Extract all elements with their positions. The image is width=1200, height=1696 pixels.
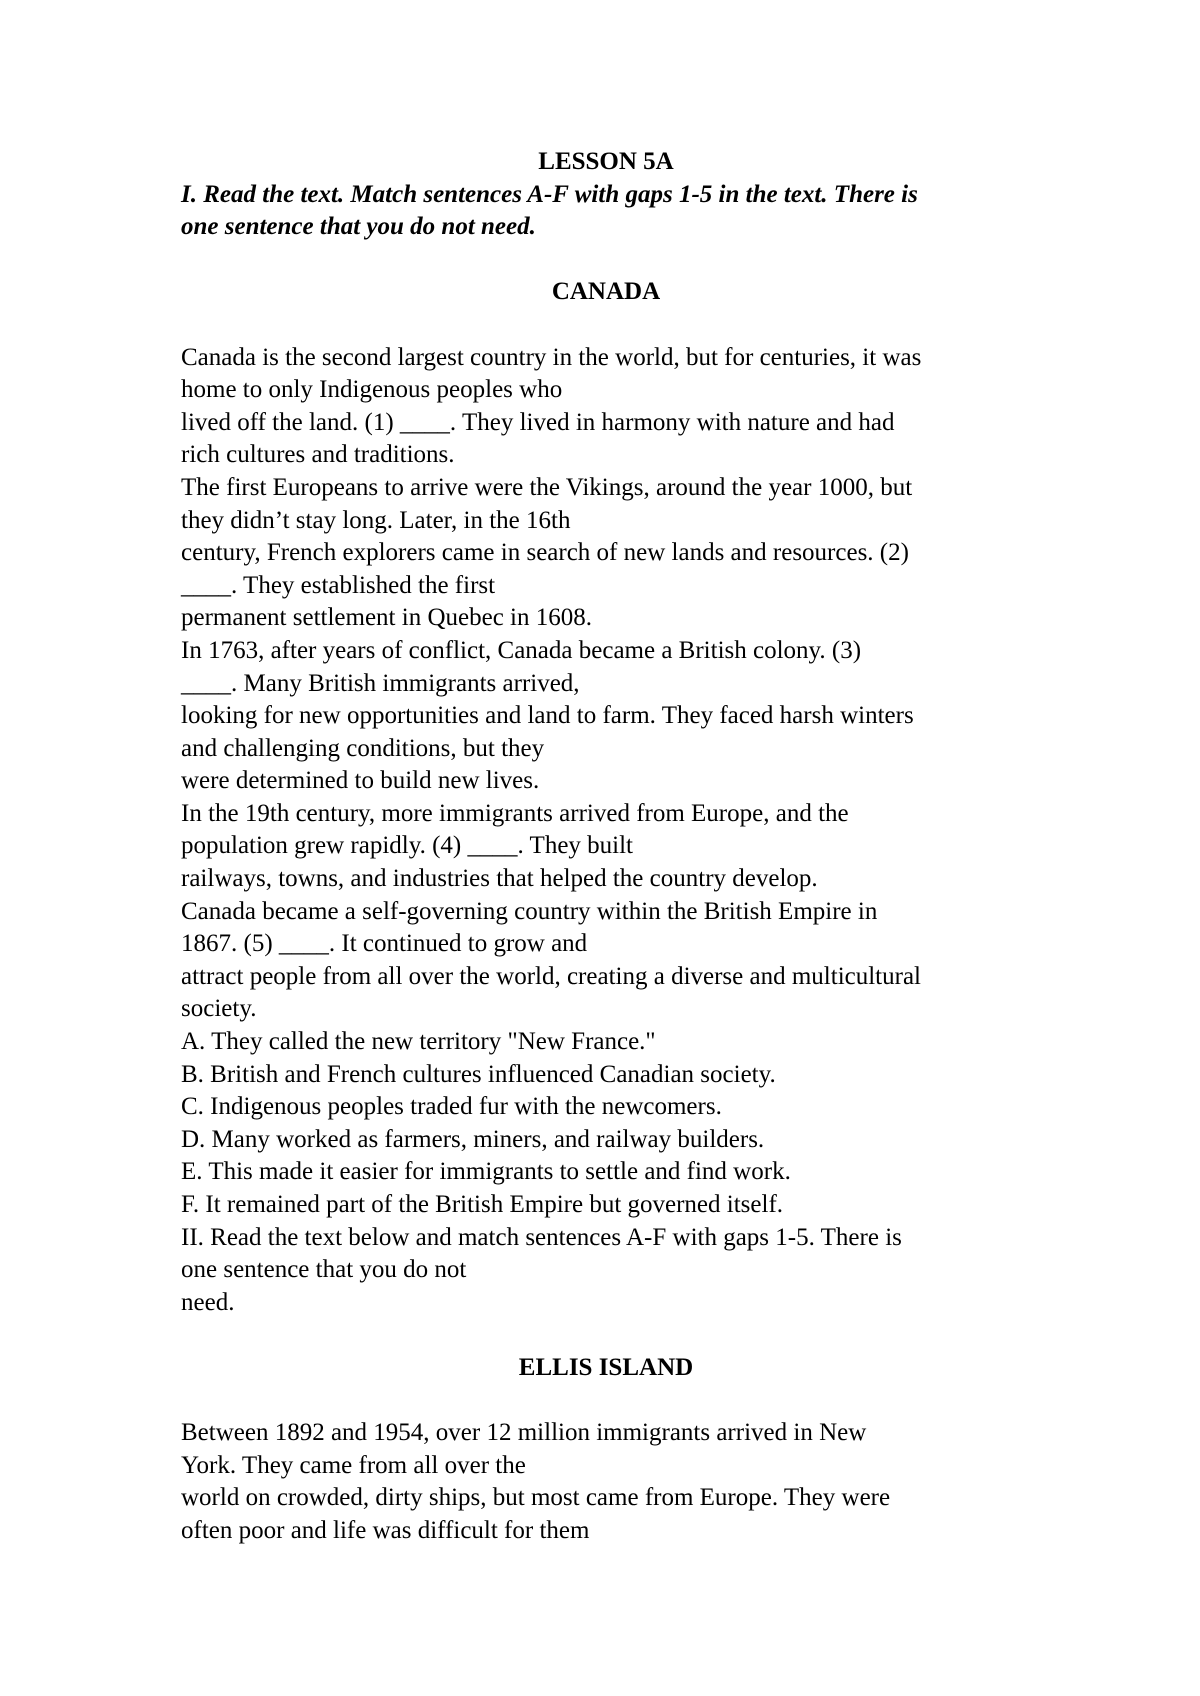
- text-line: Between 1892 and 1954, over 12 million immigrants arrived in New: [181, 1419, 867, 1447]
- instruction-2-line: II. Read the text below and match sentences A-F with gaps 1-5. There is: [181, 1223, 902, 1251]
- ellis-island-heading: ELLIS ISLAND: [518, 1353, 694, 1381]
- spacer: [181, 1319, 1031, 1352]
- text-line: railways, towns, and industries that helped the country develop.: [181, 865, 818, 893]
- text-line: century, French explorers came in search of new lands and resources. (2): [181, 539, 909, 567]
- spacer: [181, 1385, 1031, 1418]
- canada-text: [181, 342, 1031, 1026]
- instruction-1-line: one sentence that you do not need.: [181, 213, 536, 241]
- text-line: looking for new opportunities and land to farm. They faced harsh winters: [181, 702, 914, 730]
- text-line: population grew rapidly. (4) ____. They built: [181, 832, 634, 860]
- instruction-2-line: need.: [181, 1288, 235, 1316]
- text-line: permanent settlement in Quebec in 1608.: [181, 604, 592, 632]
- text-line: ____. They established the first: [181, 571, 496, 599]
- text-line: ____. Many British immigrants arrived,: [181, 669, 580, 697]
- text-line: society.: [181, 995, 257, 1023]
- text-line: they didn’t stay long. Later, in the 16th: [181, 506, 571, 534]
- spacer: [181, 244, 1031, 277]
- text-line: rich cultures and traditions.: [181, 441, 455, 469]
- document-body: [181, 146, 1031, 1548]
- instruction-1-line: I. Read the text. Match sentences A-F with gaps 1-5 in the text. There is: [181, 180, 918, 208]
- option-e: E. This made it easier for immigrants to settle and find work.: [181, 1158, 791, 1186]
- text-line: often poor and life was difficult for them: [181, 1516, 590, 1544]
- text-line: and challenging conditions, but they: [181, 734, 545, 762]
- text-line: 1867. (5) ____. It continued to grow and: [181, 930, 588, 958]
- text-line: attract people from all over the world, creating a diverse and multicultural: [181, 962, 921, 990]
- option-b: B. British and French cultures influenced Canadian society.: [181, 1060, 776, 1088]
- instruction-2: [181, 1222, 1031, 1320]
- text-line: Canada is the second largest country in the world, but for centuries, it was: [181, 343, 922, 371]
- text-line: lived off the land. (1) ____. They lived in harmony with nature and had: [181, 408, 895, 436]
- canada-options: [181, 1026, 1031, 1222]
- lesson-title: LESSON 5A: [538, 148, 674, 175]
- text-line: were determined to build new lives.: [181, 767, 540, 795]
- option-f: F. It remained part of the British Empire but governed itself.: [181, 1191, 784, 1218]
- ellis-island-text: [181, 1417, 1031, 1547]
- option-a: A. They called the new territory "New France.": [181, 1028, 656, 1056]
- text-line: In 1763, after years of conflict, Canada became a British colony. (3): [181, 636, 862, 664]
- text-line: world on crowded, dirty ships, but most came from Europe. They were: [181, 1484, 891, 1512]
- canada-heading: CANADA: [551, 278, 661, 306]
- text-line: The first Europeans to arrive were the Vikings, around the year 1000, but: [181, 473, 913, 501]
- spacer: [181, 309, 1031, 342]
- instruction-2-line: one sentence that you do not: [181, 1256, 467, 1284]
- text-line: In the 19th century, more immigrants arrived from Europe, and the: [181, 799, 849, 827]
- option-c: C. Indigenous peoples traded fur with the newcomers.: [181, 1093, 722, 1121]
- text-line: Canada became a self-governing country within the British Empire in: [181, 897, 878, 925]
- option-d: D. Many worked as farmers, miners, and railway builders.: [181, 1125, 765, 1153]
- text-line: home to only Indigenous peoples who: [181, 376, 563, 404]
- text-line: York. They came from all over the: [181, 1451, 526, 1479]
